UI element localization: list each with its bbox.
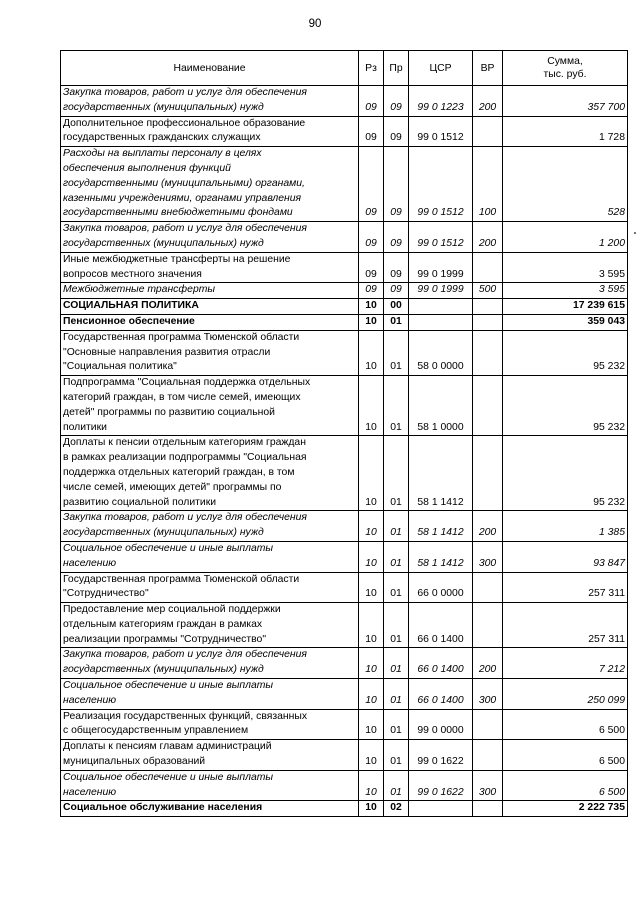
row-vr: 200 xyxy=(473,222,503,253)
header-csr: ЦСР xyxy=(409,51,473,86)
row-csr xyxy=(409,299,473,315)
row-sum: 6 500 xyxy=(503,770,628,801)
row-csr xyxy=(409,314,473,330)
row-csr: 99 0 0000 xyxy=(409,709,473,740)
row-pr: 01 xyxy=(384,770,409,801)
row-csr: 99 0 1512 xyxy=(409,116,473,147)
row-csr: 66 0 1400 xyxy=(409,603,473,648)
header-pr: Пр xyxy=(384,51,409,86)
row-name: Социальное обслуживание населения xyxy=(61,801,359,817)
row-rz: 10 xyxy=(359,299,384,315)
row-csr: 58 1 1412 xyxy=(409,541,473,572)
row-sum: 93 847 xyxy=(503,541,628,572)
row-vr xyxy=(473,709,503,740)
row-sum: 3 595 xyxy=(503,283,628,299)
row-pr: 09 xyxy=(384,283,409,299)
row-vr xyxy=(473,603,503,648)
row-pr: 09 xyxy=(384,252,409,283)
row-pr: 09 xyxy=(384,147,409,222)
row-name: Доплаты к пенсиям главам администраций муниципальных образований xyxy=(61,740,359,771)
table-row xyxy=(61,740,628,771)
row-vr: 200 xyxy=(473,511,503,542)
page-number: 90 xyxy=(308,18,322,30)
row-rz: 10 xyxy=(359,801,384,817)
header-row xyxy=(61,51,628,86)
table-row xyxy=(61,222,628,253)
row-rz: 09 xyxy=(359,222,384,253)
row-vr xyxy=(473,252,503,283)
row-name: Социальное обеспечение и иные выплаты населению xyxy=(61,770,359,801)
row-pr: 01 xyxy=(384,603,409,648)
row-rz: 09 xyxy=(359,86,384,117)
row-sum: 1 728 xyxy=(503,116,628,147)
row-rz: 09 xyxy=(359,252,384,283)
header-rz: Рз xyxy=(359,51,384,86)
row-vr xyxy=(473,740,503,771)
table-row xyxy=(61,299,628,315)
row-csr: 99 0 1622 xyxy=(409,770,473,801)
row-name: Доплаты к пенсии отдельным категориям граждан в рамках реализации подпрограммы "Социальная поддержка отдельных категорий граждан, в том числе семей, имеющих детей" программы по развитию социальной политики xyxy=(61,436,359,511)
row-rz: 10 xyxy=(359,314,384,330)
row-pr: 01 xyxy=(384,330,409,375)
row-pr: 01 xyxy=(384,740,409,771)
row-sum: 17 239 615 xyxy=(503,299,628,315)
row-name: Иные межбюджетные трансферты на решение вопросов местного значения xyxy=(61,252,359,283)
table-row xyxy=(61,116,628,147)
row-pr: 01 xyxy=(384,314,409,330)
table-row xyxy=(61,436,628,511)
row-csr: 58 1 1412 xyxy=(409,436,473,511)
row-pr: 01 xyxy=(384,436,409,511)
table-row xyxy=(61,147,628,222)
table-row xyxy=(61,541,628,572)
row-pr: 01 xyxy=(384,679,409,710)
row-csr: 58 1 1412 xyxy=(409,511,473,542)
row-name: Предоставление мер социальной поддержки отдельным категориям граждан в рамках реализации программы "Сотрудничество" xyxy=(61,603,359,648)
row-name: Закупка товаров, работ и услуг для обеспечения государственных (муниципальных) нужд xyxy=(61,648,359,679)
row-pr: 01 xyxy=(384,541,409,572)
row-rz: 10 xyxy=(359,541,384,572)
row-pr: 01 xyxy=(384,511,409,542)
row-csr: 99 0 1622 xyxy=(409,740,473,771)
row-name: Подпрограмма "Социальная поддержка отдельных категорий граждан, в том числе семей, имеющих детей" программы по развитию социальной политики xyxy=(61,376,359,436)
table-row xyxy=(61,648,628,679)
row-pr: 09 xyxy=(384,222,409,253)
row-name: СОЦИАЛЬНАЯ ПОЛИТИКА xyxy=(61,299,359,315)
row-csr: 99 0 1512 xyxy=(409,222,473,253)
table-row xyxy=(61,572,628,603)
row-sum: 95 232 xyxy=(503,376,628,436)
row-vr: 300 xyxy=(473,679,503,710)
row-vr: 100 xyxy=(473,147,503,222)
row-vr: 300 xyxy=(473,541,503,572)
row-pr: 01 xyxy=(384,709,409,740)
row-pr: 01 xyxy=(384,376,409,436)
row-csr: 66 0 0000 xyxy=(409,572,473,603)
row-csr: 58 1 0000 xyxy=(409,376,473,436)
header-sum: Сумма, тыс. руб. xyxy=(503,51,628,86)
table-row xyxy=(61,511,628,542)
row-rz: 09 xyxy=(359,283,384,299)
row-rz: 10 xyxy=(359,679,384,710)
table-row xyxy=(61,679,628,710)
row-csr: 99 0 1512 xyxy=(409,147,473,222)
header-name: Наименование xyxy=(61,51,359,86)
row-csr: 99 0 1223 xyxy=(409,86,473,117)
row-name: Пенсионное обеспечение xyxy=(61,314,359,330)
row-vr: 200 xyxy=(473,648,503,679)
table-row xyxy=(61,709,628,740)
row-vr: 300 xyxy=(473,770,503,801)
row-vr xyxy=(473,801,503,817)
row-sum: 1 200 xyxy=(503,222,628,253)
row-vr xyxy=(473,330,503,375)
row-sum: 257 311 xyxy=(503,603,628,648)
row-name: Расходы на выплаты персоналу в целях обеспечения выполнения функций государственными (муниципальными) органами, казенными учреждениями, органами управления государственными внебюджетными фондами xyxy=(61,147,359,222)
row-csr: 99 0 1999 xyxy=(409,252,473,283)
row-sum: 528 xyxy=(503,147,628,222)
row-pr: 00 xyxy=(384,299,409,315)
row-sum: 250 099 xyxy=(503,679,628,710)
row-sum: 95 232 xyxy=(503,330,628,375)
row-csr xyxy=(409,801,473,817)
row-rz: 10 xyxy=(359,709,384,740)
row-sum: 6 500 xyxy=(503,740,628,771)
scan-artifact xyxy=(634,232,636,234)
row-vr xyxy=(473,116,503,147)
table-row xyxy=(61,86,628,117)
row-rz: 10 xyxy=(359,572,384,603)
table-row xyxy=(61,283,628,299)
row-csr: 99 0 1999 xyxy=(409,283,473,299)
table-row xyxy=(61,770,628,801)
row-vr xyxy=(473,376,503,436)
row-csr: 66 0 1400 xyxy=(409,679,473,710)
row-name: Закупка товаров, работ и услуг для обеспечения государственных (муниципальных) нужд xyxy=(61,511,359,542)
row-name: Социальное обеспечение и иные выплаты населению xyxy=(61,541,359,572)
row-sum: 357 700 xyxy=(503,86,628,117)
table-row xyxy=(61,801,628,817)
row-pr: 02 xyxy=(384,801,409,817)
row-sum: 257 311 xyxy=(503,572,628,603)
header-vr: ВР xyxy=(473,51,503,86)
row-sum: 359 043 xyxy=(503,314,628,330)
row-rz: 10 xyxy=(359,330,384,375)
row-rz: 09 xyxy=(359,116,384,147)
row-name: Дополнительное профессиональное образование государственных гражданских служащих xyxy=(61,116,359,147)
row-csr: 58 0 0000 xyxy=(409,330,473,375)
table-row xyxy=(61,314,628,330)
row-vr xyxy=(473,299,503,315)
row-sum: 3 595 xyxy=(503,252,628,283)
row-sum: 7 212 xyxy=(503,648,628,679)
row-name: Закупка товаров, работ и услуг для обеспечения государственных (муниципальных) нужд xyxy=(61,222,359,253)
row-vr: 200 xyxy=(473,86,503,117)
row-vr xyxy=(473,572,503,603)
row-vr: 500 xyxy=(473,283,503,299)
table-header xyxy=(61,51,628,86)
table-row xyxy=(61,330,628,375)
row-vr xyxy=(473,436,503,511)
table-body xyxy=(61,86,628,817)
row-name: Реализация государственных функций, связанных с общегосударственным управлением xyxy=(61,709,359,740)
row-name: Государственная программа Тюменской области "Основные направления развития отрасли "Социальная политика" xyxy=(61,330,359,375)
row-name: Закупка товаров, работ и услуг для обеспечения государственных (муниципальных) нужд xyxy=(61,86,359,117)
row-vr xyxy=(473,314,503,330)
row-rz: 10 xyxy=(359,770,384,801)
row-rz: 10 xyxy=(359,603,384,648)
row-pr: 09 xyxy=(384,116,409,147)
row-pr: 01 xyxy=(384,572,409,603)
row-sum: 1 385 xyxy=(503,511,628,542)
budget-table xyxy=(60,50,628,817)
table-row xyxy=(61,252,628,283)
row-rz: 10 xyxy=(359,376,384,436)
table-row xyxy=(61,376,628,436)
row-pr: 09 xyxy=(384,86,409,117)
row-rz: 10 xyxy=(359,511,384,542)
row-name: Социальное обеспечение и иные выплаты населению xyxy=(61,679,359,710)
row-sum: 2 222 735 xyxy=(503,801,628,817)
row-pr: 01 xyxy=(384,648,409,679)
row-rz: 10 xyxy=(359,648,384,679)
row-sum: 95 232 xyxy=(503,436,628,511)
row-rz: 10 xyxy=(359,436,384,511)
row-csr: 66 0 1400 xyxy=(409,648,473,679)
row-sum: 6 500 xyxy=(503,709,628,740)
row-name: Межбюджетные трансферты xyxy=(61,283,359,299)
row-name: Государственная программа Тюменской области "Сотрудничество" xyxy=(61,572,359,603)
row-rz: 10 xyxy=(359,740,384,771)
row-rz: 09 xyxy=(359,147,384,222)
table-row xyxy=(61,603,628,648)
